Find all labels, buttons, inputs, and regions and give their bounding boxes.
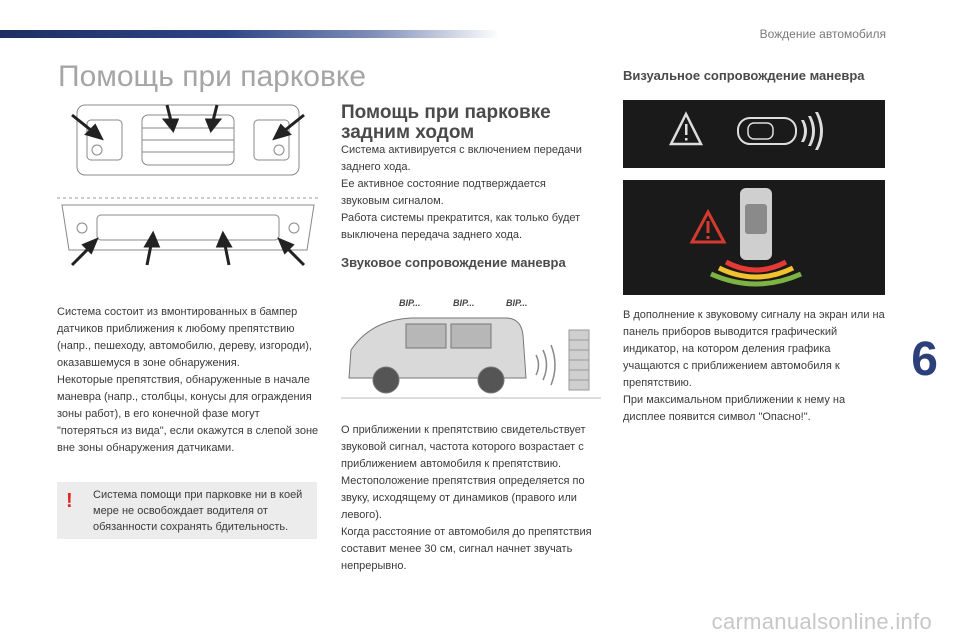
middle-paragraph: Система активируется с включением передачи заднего хода. xyxy=(341,144,582,173)
warning-text: Система помощи при парковке ни в коей мере не освобождает водителя от обязанности сохранять бдительность. xyxy=(93,489,303,533)
van-reversing-illustration xyxy=(341,290,601,412)
right-paragraph: При максимальном приближении к нему на дисплее появится символ "Опасно!". xyxy=(623,394,846,423)
left-paragraph: Система состоит из вмонтированных в бампер датчиков приближения к любому препятствию (напр., пешеходу, автомобилю, дереву, изгороди), оказавшемуся в зоне обнаружения. xyxy=(57,306,312,369)
left-column xyxy=(57,304,322,457)
right-column xyxy=(623,307,885,426)
right-paragraph: В дополнение к звуковому сигналу на экран или на панель приборов выводится графический индикатор, на котором деления графика учащаются с приближением автомобиля к препятствию. xyxy=(623,309,885,389)
page-title: Помощь при парковке xyxy=(58,60,367,93)
middle-paragraph: Ее активное состояние подтверждается звуковым сигналом. xyxy=(341,178,546,207)
watermark: carmanualsonline.info xyxy=(711,609,932,634)
rear-view-graphic-display xyxy=(623,180,885,295)
chapter-number: 6 xyxy=(911,333,938,386)
warning-box xyxy=(57,482,317,539)
section-title: Вождение автомобиля xyxy=(759,27,886,41)
sound-heading: Звуковое сопровождение маневра xyxy=(341,255,566,270)
rear-assist-heading: Помощь при парковке задним ходом xyxy=(341,102,551,143)
bumper-sensors-illustration xyxy=(57,100,319,270)
sound-description xyxy=(341,422,596,575)
sound-paragraph: Когда расстояние от автомобиля до препятствия составит менее 30 см, сигнал начнет звучать непрерывно. xyxy=(341,526,592,572)
beep-label: BIP... xyxy=(506,298,528,308)
sound-paragraph: Местоположение препятствия определяется по звуку, исходящему от динамиков (правого или левого). xyxy=(341,475,585,521)
beep-label: BIP... xyxy=(453,298,475,308)
beep-label: BIP... xyxy=(399,298,421,308)
warning-icon: ! xyxy=(66,490,73,512)
left-paragraph: Некоторые препятствия, обнаруженные в начале маневра (напр., столбцы, конусы для ограждения зоны работ), в его конечной фазе могут "потеряться из вида", если окажутся в слепой зоне вне зоны обнаружения датчиками. xyxy=(57,374,319,454)
middle-column xyxy=(341,142,596,244)
sound-paragraph: О приближении к препятствию свидетельствует звуковой сигнал, частота которого возрастает с приближением автомобиля к препятствию. xyxy=(341,424,586,470)
middle-paragraph: Работа системы прекратится, как только будет выключена передача заднего хода. xyxy=(341,212,581,241)
header-accent-bar xyxy=(0,30,500,38)
dashboard-parking-indicator xyxy=(623,100,885,168)
visual-heading: Визуальное сопровождение маневра xyxy=(623,68,865,83)
